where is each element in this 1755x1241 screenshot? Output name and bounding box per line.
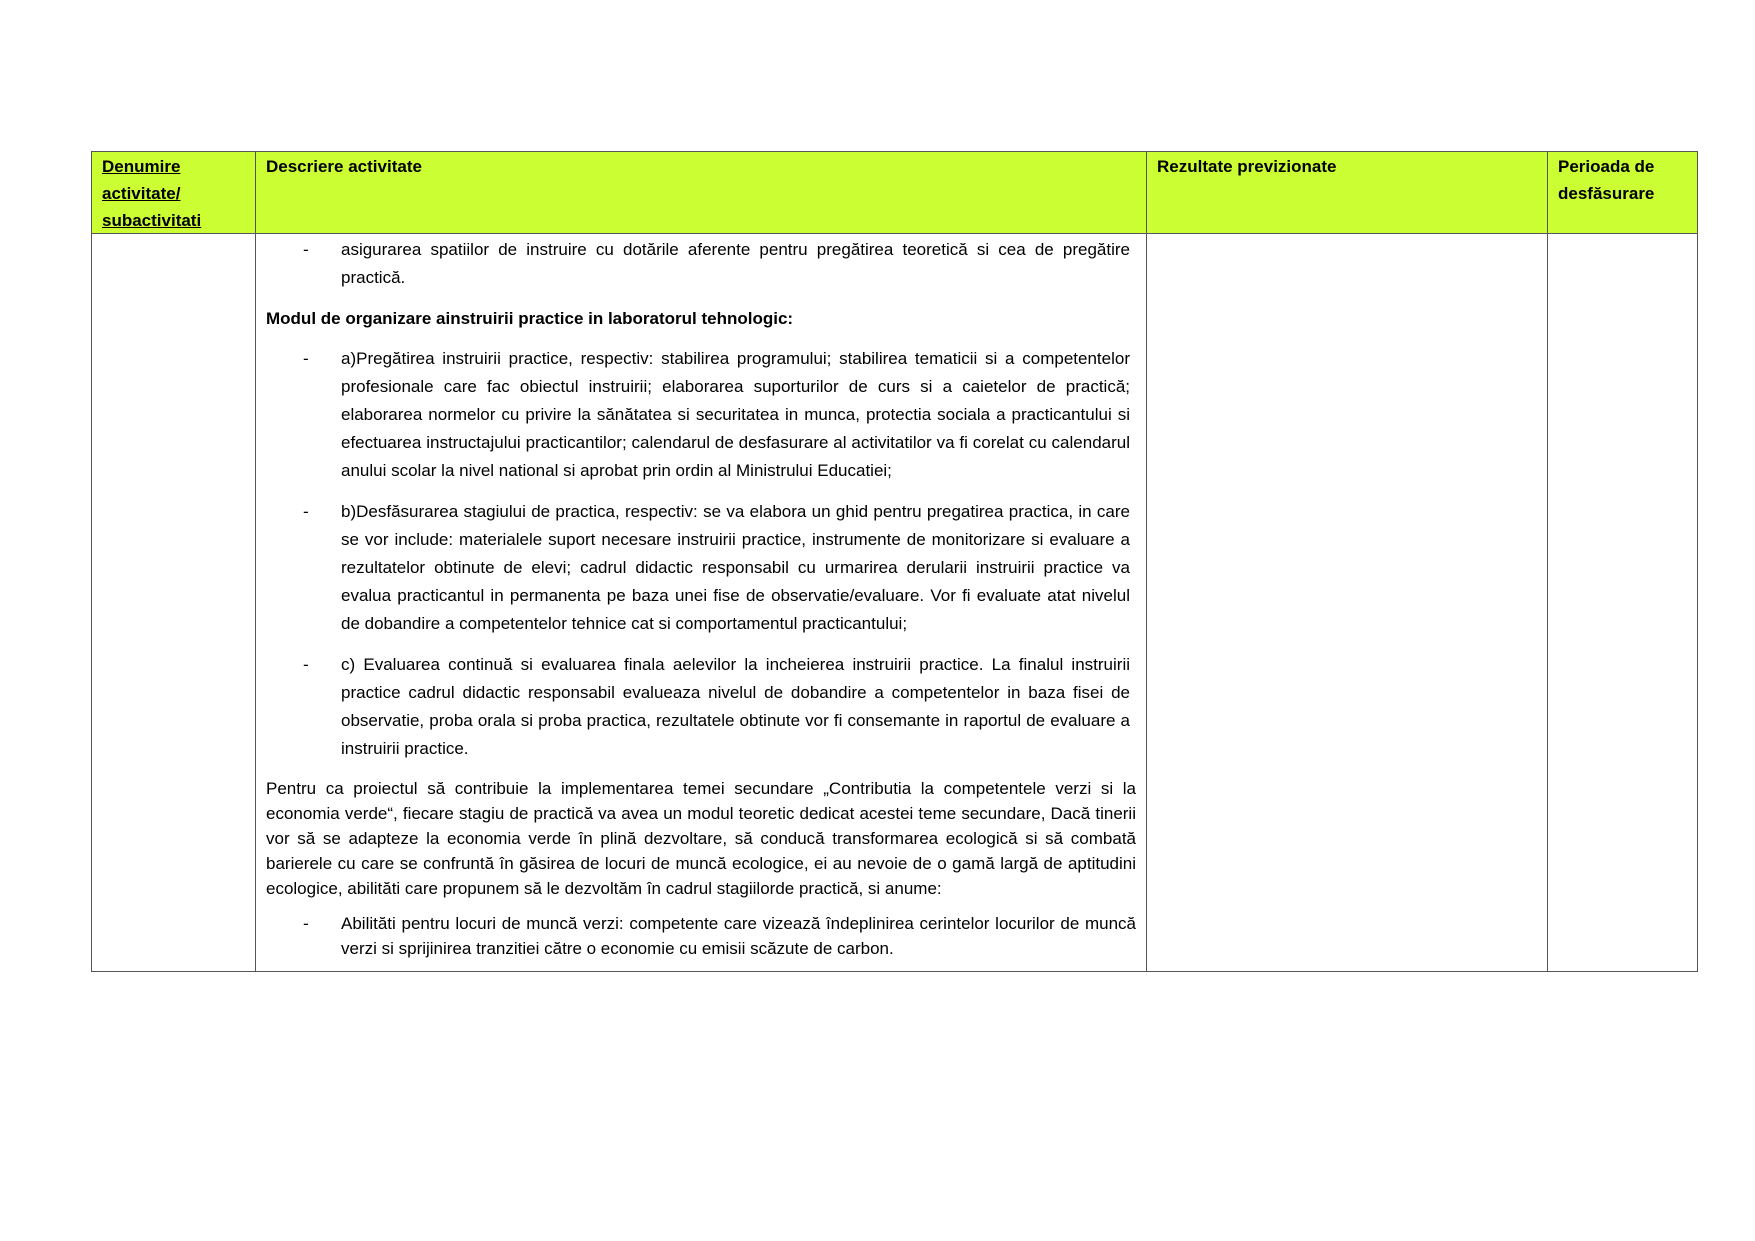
header-period: Perioada de desfăsurare <box>1548 152 1698 234</box>
green-skills-paragraph: Pentru ca proiectul să contribuie la implementarea temei secundare „Contributia la competentele verzi si la economia verde“, fiecare stagiu de practică va avea un modul teoretic dedicat acestei teme secundare, Dacă tinerii vor să se adapteze la economia verde în plină dezvoltare, să conducă transformarea ecologică si să combată barierele cu care se confruntă în găsirea de locuri de muncă ecologice, ei au nevoie de o gamă largă de aptitudini ecologice, abilităti care propunem să le dezvoltăm în cadrul stagiilorde practică, si anume: <box>266 779 1136 898</box>
list-item: - a)Pregătirea instruirii practice, respectiv: stabilirea programului; stabilirea tematicii si a competentelor profesionale care fac obiectul instruirii; elaborarea suporturilor de curs si a caietelor de practică; elaborarea normelor cu privire la sănătatea si securitatea in munca, protectia sociala a practicantului si efectuarea instructajului practicantilor; calendarul de desfasurare al activitatilor va fi corelat cu calendarul anului scolar la nivel national si aprobat prin ordin al Ministrului Educatiei; <box>266 345 1136 485</box>
list-item: - asigurarea spatiilor de instruire cu dotările aferente pentru pregătirea teoretică si cea de pregătire practică. <box>266 236 1136 292</box>
header-description: Descriere activitate <box>256 152 1147 234</box>
activity-name-cell <box>92 234 256 972</box>
period-cell <box>1548 234 1698 972</box>
list-item: - b)Desfăsurarea stagiului de practica, respectiv: se va elabora un ghid pentru pregatirea practica, in care se vor include: materialele suport necesare instruirii practice, instrumente de monitorizare si evaluare a rezultatelor obtinute de elevi; cadrul didactic responsabil cu urmarirea derularii instruirii practice va evalua practicantul in permanenta pe baza unei fise de observatie/evaluare. Vor fi evaluate atat nivelul de dobandire a competentelor tehnice cat si comportamentul practicantului; <box>266 498 1136 638</box>
dash-bullet: - <box>303 914 309 933</box>
header-expected-results: Rezultate previzionate <box>1147 152 1548 234</box>
section-heading: Modul de organizare ainstruirii practice in laboratorul tehnologic: <box>266 309 794 328</box>
header-activity-name: Denumire activitate/ subactivitati <box>92 152 256 234</box>
content-row <box>92 234 1698 972</box>
dash-bullet: - <box>303 349 309 368</box>
dash-bullet: - <box>303 655 309 674</box>
description-cell <box>256 234 1147 972</box>
activity-table <box>91 151 1698 972</box>
list-item: - Abilităti pentru locuri de muncă verzi: competente care vizează îndeplinirea cerintelor locurilor de muncă verzi si sprijinirea tranzitiei către o economie cu emisii scăzute de carbon. <box>266 911 1136 961</box>
list-item: - c) Evaluarea continuă si evaluarea finala aelevilor la incheierea instruirii practice. La finalul instruirii practice cadrul didactic responsabil evalueaza nivelul de dobandire a competentelor in baza fisei de observatie, proba orala si proba practica, rezultatele obtinute vor fi consemante in raportul de evaluare a instruirii practice. <box>266 651 1136 763</box>
header-row <box>92 152 1698 234</box>
expected-results-cell <box>1147 234 1548 972</box>
dash-bullet: - <box>303 502 309 521</box>
dash-bullet: - <box>303 240 309 259</box>
